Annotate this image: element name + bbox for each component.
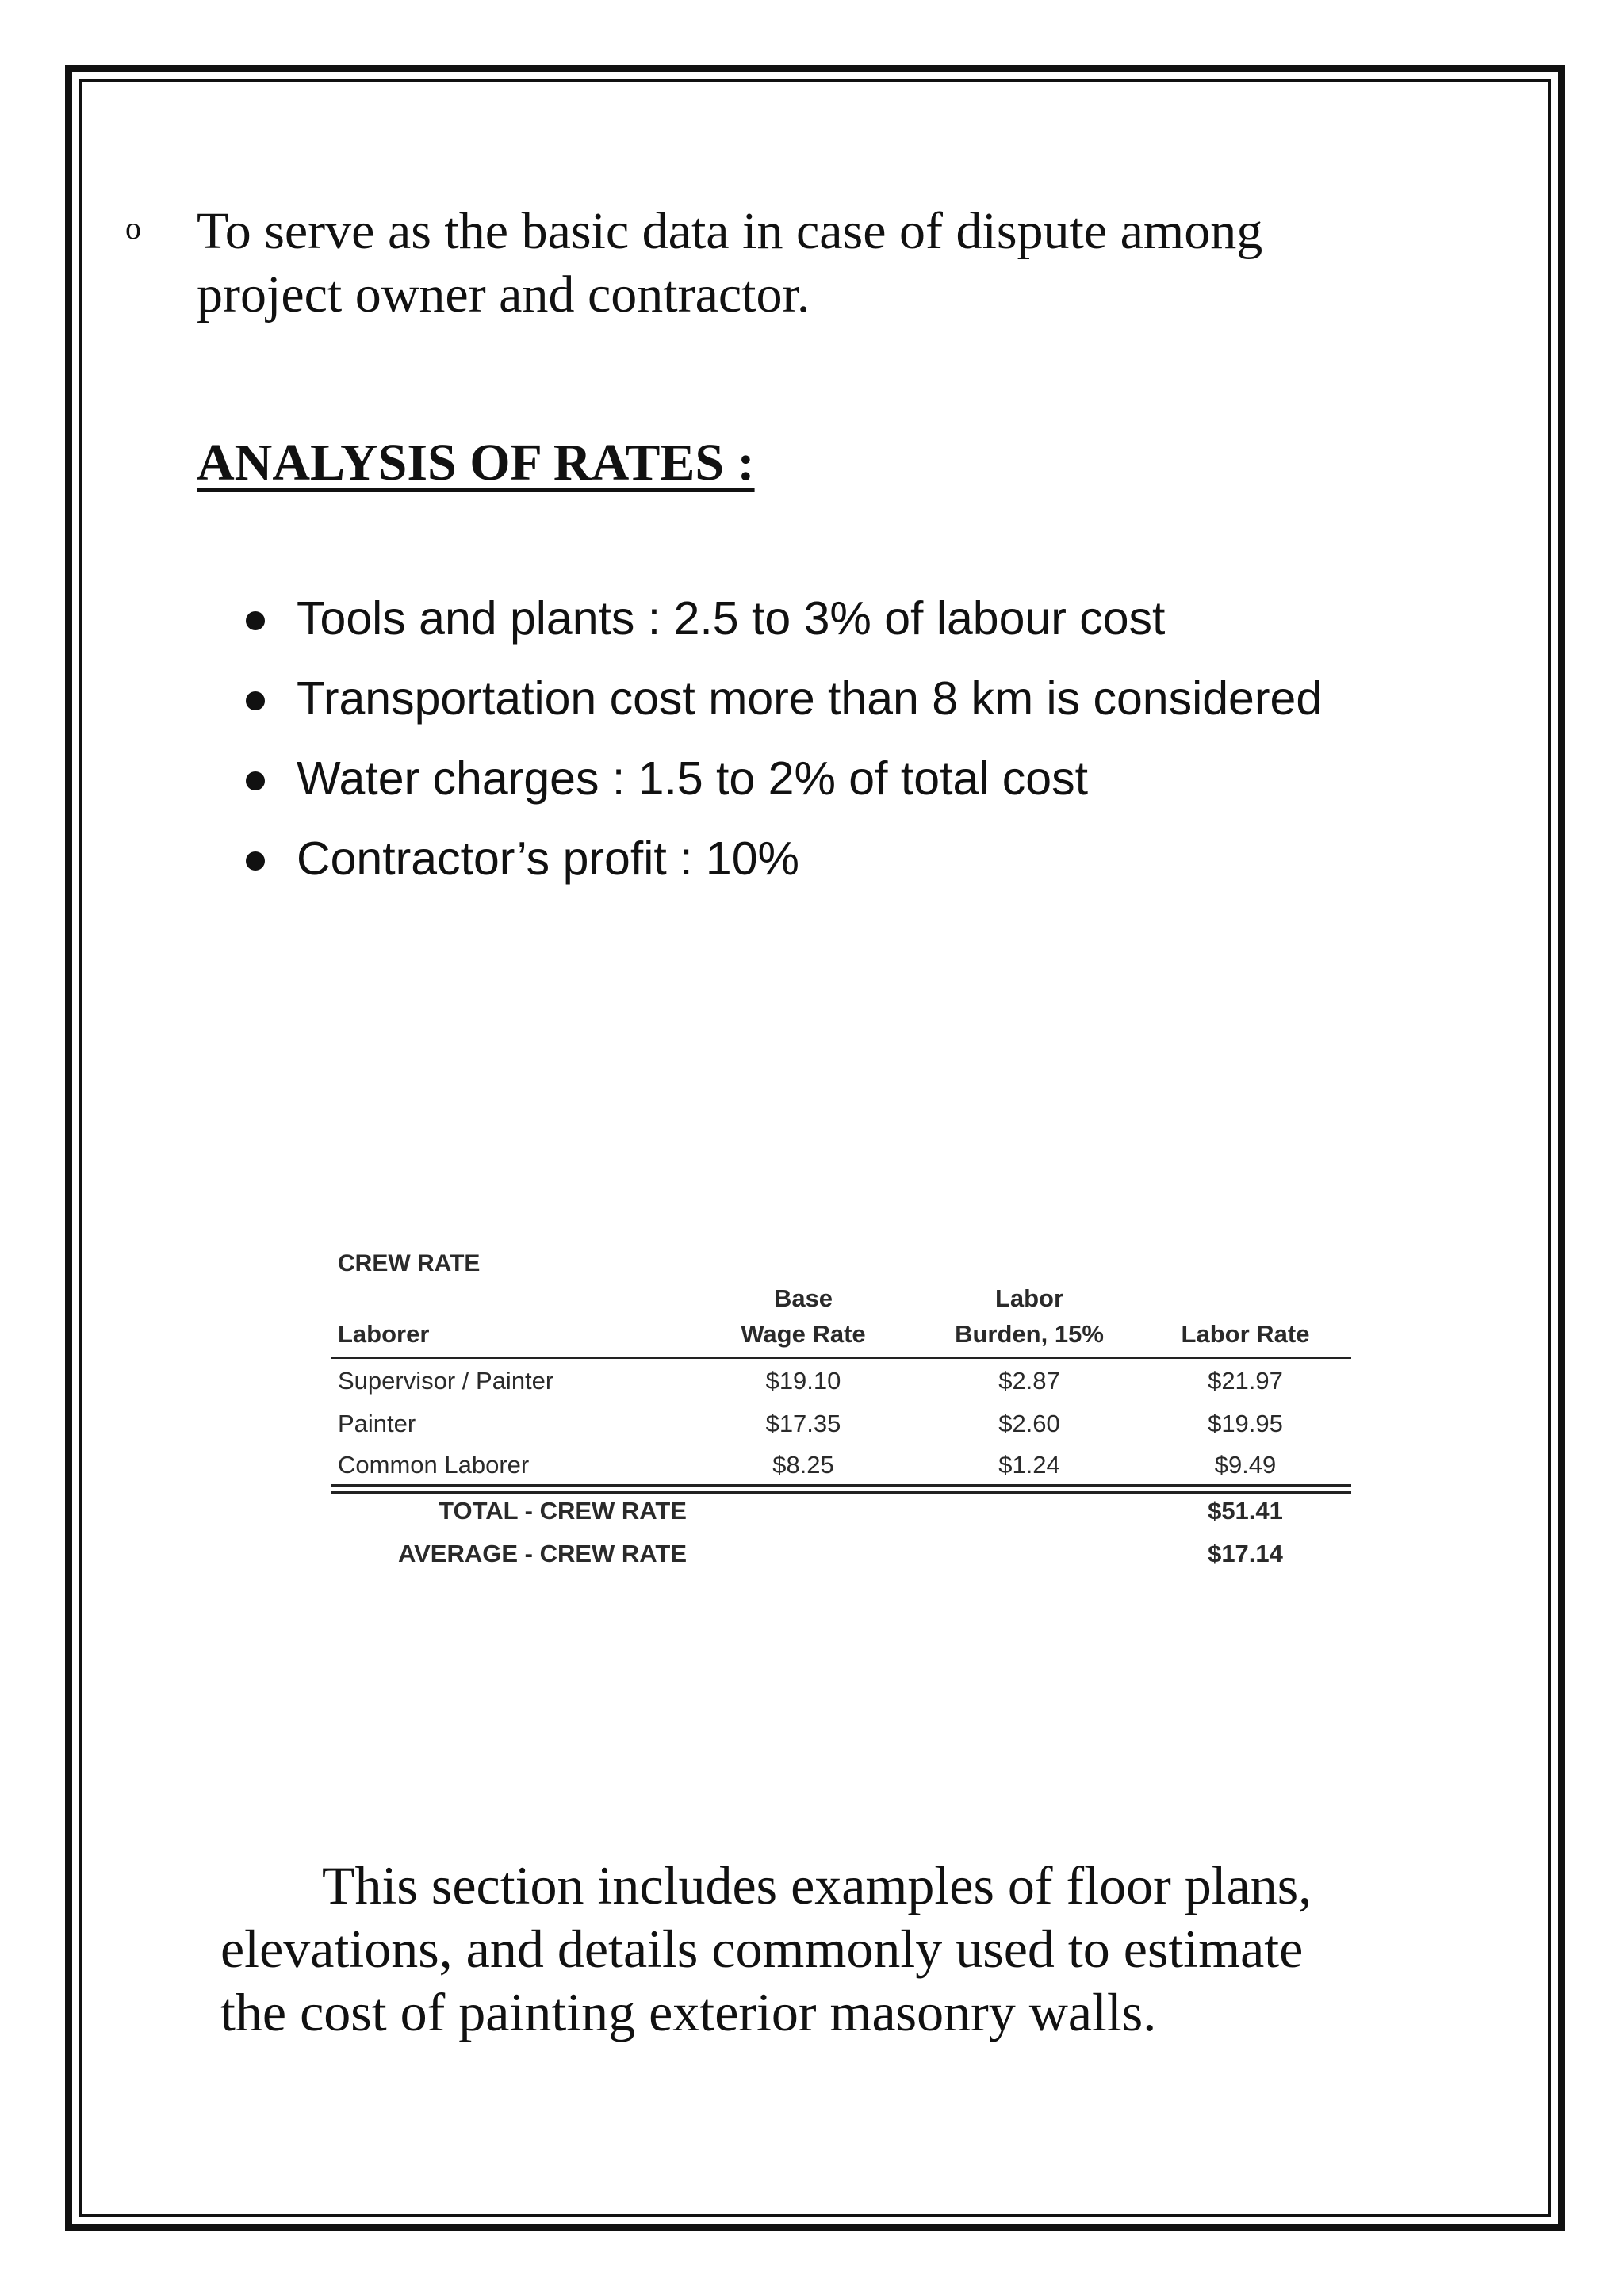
column-header-labor-rate: Labor Rate bbox=[1181, 1320, 1310, 1348]
analysis-item-text: Transportation cost more than 8 km is considered bbox=[297, 672, 1323, 725]
table-row bbox=[331, 1360, 1351, 1402]
intro-line-1: To serve as the basic data in case of dispute among bbox=[197, 202, 1263, 260]
column-header-burden-line-1: Labor bbox=[994, 1284, 1064, 1312]
cell-labor-rate: $19.95 bbox=[1208, 1410, 1283, 1437]
cell-base-wage-rate: $19.10 bbox=[765, 1367, 841, 1395]
column-header-labor-burden bbox=[918, 1280, 1140, 1352]
closing-line-2: elevations, and details commonly used to estimate bbox=[220, 1919, 1304, 1979]
average-crew-rate-row bbox=[331, 1533, 1351, 1575]
bullet-icon bbox=[246, 611, 265, 630]
bullet-icon bbox=[246, 851, 265, 871]
cell-laborer: Common Laborer bbox=[338, 1451, 530, 1479]
cell-labor-burden: $2.87 bbox=[998, 1367, 1060, 1395]
table-row bbox=[331, 1444, 1351, 1487]
analysis-item-text: Contractor’s profit : 10% bbox=[297, 832, 799, 885]
total-crew-rate-value: $51.41 bbox=[1208, 1497, 1283, 1525]
closing-paragraph bbox=[220, 1854, 1489, 2044]
crew-rate-table bbox=[331, 1241, 1354, 1582]
analysis-item-text: Tools and plants : 2.5 to 3% of labour cost bbox=[297, 592, 1166, 645]
total-crew-rate-row bbox=[331, 1490, 1351, 1533]
intro-line-2: project owner and contractor. bbox=[197, 266, 810, 323]
column-header-base-line-2: Wage Rate bbox=[741, 1320, 866, 1348]
analysis-item-text: Water charges : 1.5 to 2% of total cost bbox=[297, 752, 1089, 805]
analysis-item-water bbox=[246, 739, 1515, 819]
average-crew-rate-value: $17.14 bbox=[1208, 1540, 1283, 1567]
closing-line-1: This section includes examples of floor plans, bbox=[322, 1855, 1312, 1915]
table-row bbox=[331, 1402, 1351, 1445]
intro-paragraph bbox=[197, 200, 1434, 327]
header-rule bbox=[331, 1357, 1351, 1359]
analysis-item-profit bbox=[246, 819, 1515, 899]
cell-laborer: Supervisor / Painter bbox=[338, 1367, 554, 1395]
bullet-icon bbox=[246, 771, 265, 790]
crew-rate-title: CREW RATE bbox=[338, 1250, 481, 1276]
cell-labor-burden: $1.24 bbox=[998, 1451, 1060, 1479]
analysis-item-tools bbox=[246, 579, 1515, 659]
analysis-list bbox=[246, 579, 1515, 899]
cell-labor-rate: $9.49 bbox=[1214, 1451, 1277, 1479]
column-header-base-wage-rate bbox=[704, 1280, 902, 1352]
intro-bullet: o bbox=[125, 210, 141, 246]
cell-base-wage-rate: $8.25 bbox=[772, 1451, 834, 1479]
column-header-base-line-1: Base bbox=[773, 1284, 833, 1312]
cell-laborer: Painter bbox=[338, 1410, 416, 1437]
analysis-item-transportation bbox=[246, 659, 1515, 739]
cell-labor-burden: $2.60 bbox=[998, 1410, 1060, 1437]
column-header-burden-line-2: Burden, 15% bbox=[955, 1320, 1104, 1348]
cell-labor-rate: $21.97 bbox=[1208, 1367, 1283, 1395]
bullet-icon bbox=[246, 691, 265, 710]
column-header-laborer: Laborer bbox=[338, 1320, 430, 1348]
analysis-heading: ANALYSIS OF RATES : bbox=[197, 434, 755, 492]
cell-base-wage-rate: $17.35 bbox=[765, 1410, 841, 1437]
average-crew-rate-label: AVERAGE - CREW RATE bbox=[398, 1540, 687, 1567]
closing-line-3: the cost of painting exterior masonry walls. bbox=[220, 1982, 1157, 2042]
total-crew-rate-label: TOTAL - CREW RATE bbox=[439, 1497, 687, 1525]
